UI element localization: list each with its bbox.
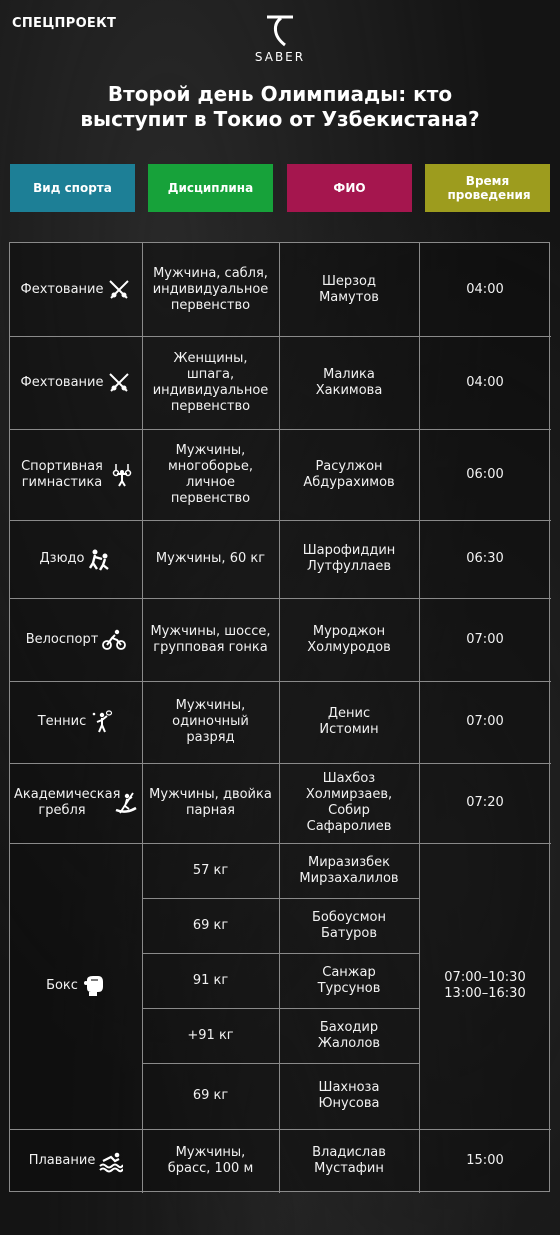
name-cell [279, 898, 419, 953]
sport-name: Спортивная гимнастика [21, 458, 103, 490]
saber-logo-icon [265, 14, 295, 48]
name-cell [279, 953, 419, 1008]
fencing-icon [107, 278, 131, 302]
fencing-icon [107, 371, 131, 395]
discipline-cell [142, 843, 279, 898]
name-cell [279, 336, 419, 429]
discipline-cell [142, 520, 279, 598]
name-cell [279, 598, 419, 681]
name-cell [279, 1063, 419, 1129]
name-cell [279, 1008, 419, 1063]
sport-cell [10, 243, 142, 336]
discipline-cell-text: 69 кг [192, 917, 229, 933]
swimming-icon [99, 1149, 123, 1173]
boxing-time-line: 13:00–16:30 [444, 986, 526, 1001]
sport-cell [10, 1129, 142, 1193]
sport-cell [10, 763, 142, 843]
name-cell [279, 243, 419, 336]
name-cell-text: Баходир Жалолов [317, 1019, 381, 1051]
saber-logo [250, 14, 310, 64]
legend-time-text: Время проведения [447, 174, 531, 202]
sport-cell [10, 843, 142, 1129]
time-cell [419, 763, 551, 843]
discipline-cell [142, 898, 279, 953]
sport-name: Дзюдо [39, 551, 85, 566]
sport-name: Плавание [28, 1153, 96, 1168]
sport-name: Фехтование [20, 374, 104, 390]
time-cell-text: 07:00 [466, 631, 504, 647]
discipline-cell-text: Мужчины, двойка парная [149, 787, 272, 818]
discipline-cell [142, 681, 279, 763]
discipline-cell-text: Мужчины, одиночный разряд [172, 698, 249, 745]
time-cell-text: 06:30 [466, 551, 504, 566]
time-cell [419, 429, 551, 520]
discipline-cell [142, 763, 279, 843]
name-cell [279, 681, 419, 763]
time-cell-text: 07:20 [466, 795, 504, 810]
discipline-cell [142, 598, 279, 681]
name-cell-text: Муроджон Холмуродов [307, 623, 391, 655]
name-cell-text: Санжар Турсунов [317, 964, 381, 996]
col-divider [279, 243, 280, 1193]
name-cell-text: Шахбоз Холмирзаев, Собир Сафаролиев [305, 771, 393, 834]
rowing-icon [114, 791, 138, 815]
discipline-cell-text: Мужчина, сабля, индивидуальное первенство [152, 265, 269, 313]
col-divider [142, 243, 143, 1193]
col-divider [419, 243, 420, 1193]
name-cell-text: Расулжон Абдурахимов [303, 458, 395, 490]
legend-time [425, 164, 550, 212]
row-divider [10, 763, 551, 764]
discipline-cell [142, 953, 279, 1008]
name-cell [279, 843, 419, 898]
title-line-1: Второй день Олимпиады: кто [107, 82, 453, 106]
discipline-cell [142, 1008, 279, 1063]
sport-cell [10, 429, 142, 520]
time-cell-text: 07:00 [466, 714, 504, 729]
name-cell-text: Шарофиддин Лутфуллаев [302, 543, 396, 574]
time-cell-text: 06:00 [466, 466, 504, 482]
discipline-cell-text: Мужчины, шоссе, групповая гонка [150, 623, 271, 655]
sport-name: Теннис [37, 714, 87, 729]
time-cell [419, 1129, 551, 1193]
name-cell-text: Малика Хакимова [315, 366, 383, 398]
time-cell [419, 336, 551, 429]
sport-cell [10, 336, 142, 429]
discipline-cell [142, 243, 279, 336]
judo-icon [88, 547, 112, 571]
sport-cell [10, 520, 142, 598]
cycling-icon [102, 628, 126, 652]
special-project-label: СПЕЦПРОЕКТ [12, 16, 117, 31]
legend-sport: Вид спорта [10, 164, 135, 212]
page-title [0, 82, 560, 132]
time-cell [419, 520, 551, 598]
sport-name: Академическая гребля [14, 787, 121, 818]
name-cell-text: Денис Истомин [319, 706, 379, 737]
boxing-divider [142, 898, 419, 899]
discipline-cell-text: Мужчины, брасс, 100 м [167, 1145, 254, 1176]
gymnastics-rings-icon [110, 463, 134, 487]
row-divider [10, 598, 551, 599]
name-cell-text: Владислав Мустафин [312, 1145, 386, 1176]
boxing-glove-icon [82, 974, 106, 998]
discipline-cell-text: +91 кг [187, 1027, 234, 1043]
time-cell [419, 598, 551, 681]
name-cell [279, 763, 419, 843]
logo-text: SABER [254, 50, 306, 64]
legend-discipline: Дисциплина [148, 164, 273, 212]
row-divider [10, 336, 551, 337]
boxing-divider [142, 953, 419, 954]
name-cell [279, 429, 419, 520]
row-divider [10, 429, 551, 430]
discipline-cell-text: 69 кг [192, 1088, 229, 1103]
boxing-divider [142, 1008, 419, 1009]
time-cell-text: 04:00 [466, 374, 504, 390]
name-cell-text: Миразизбек Мирзахалилов [299, 854, 399, 886]
name-cell-text: Шерзод Мамутов [319, 273, 379, 305]
sport-name: Фехтование [20, 281, 104, 297]
time-cell-text: 04:00 [466, 281, 504, 297]
time-cell [419, 243, 551, 336]
discipline-cell-text: Мужчины, 60 кг [155, 551, 266, 566]
time-cell [419, 843, 551, 1129]
name-cell [279, 1129, 419, 1193]
sport-cell [10, 598, 142, 681]
sport-cell [10, 681, 142, 763]
discipline-cell [142, 429, 279, 520]
discipline-cell [142, 336, 279, 429]
discipline-cell-text: Мужчины, многоборье, личное первенство [167, 442, 254, 506]
tennis-icon [90, 710, 114, 734]
time-cell-text: 15:00 [466, 1153, 504, 1168]
discipline-cell-text: 91 кг [192, 972, 229, 988]
discipline-cell-text: 57 кг [192, 862, 229, 878]
title-line-2: выступит в Токио от Узбекистана? [80, 107, 480, 131]
discipline-cell-text: Женщины, шпага, индивидуальное первенство [152, 350, 269, 414]
boxing-divider [142, 1063, 419, 1064]
name-cell-text: Шахноза Юнусова [318, 1080, 380, 1111]
sport-name: Бокс [46, 978, 78, 993]
schedule-table [9, 242, 550, 1192]
row-divider [10, 520, 551, 521]
name-cell-text: Бобоусмон Батуров [312, 909, 386, 941]
name-cell [279, 520, 419, 598]
row-divider [10, 681, 551, 682]
discipline-cell [142, 1063, 279, 1129]
boxing-time-line: 07:00–10:30 [444, 970, 526, 985]
time-cell [419, 681, 551, 763]
sport-name: Велоспорт [25, 631, 99, 647]
legend-name: ФИО [287, 164, 412, 212]
discipline-cell [142, 1129, 279, 1193]
